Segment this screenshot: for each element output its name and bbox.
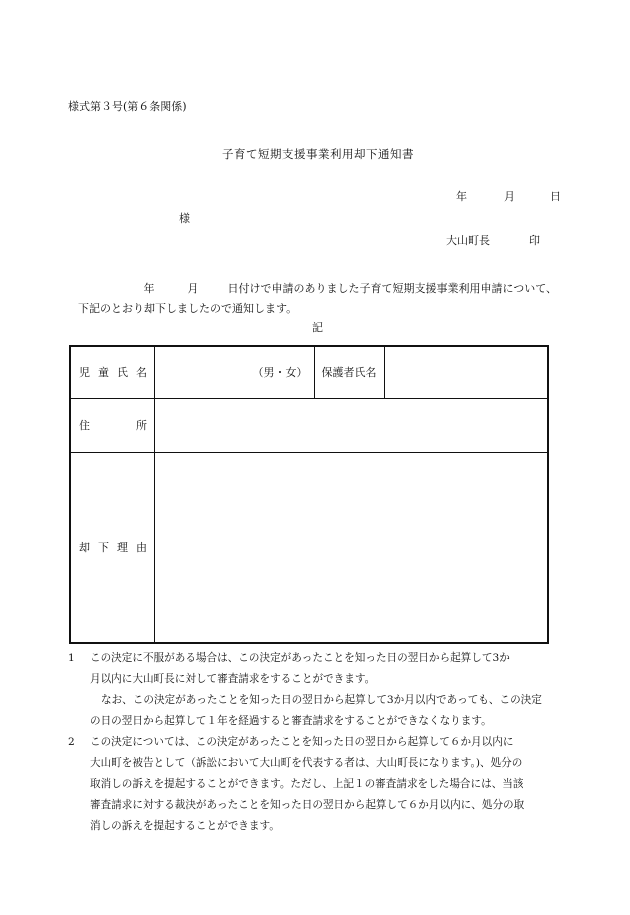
child-name-row — [70, 346, 548, 398]
note-2-number: 2 — [68, 736, 75, 748]
date-day: 日 — [550, 190, 561, 203]
address-value — [154, 398, 548, 452]
address-label: 住 所 — [70, 398, 154, 452]
reason-row — [70, 452, 548, 643]
document-title: 子育て短期支援事業利用却下通知書 — [222, 147, 414, 161]
ki-heading: 記 — [312, 321, 323, 334]
note-2-line2: 大山町を被告として（訴訟において大山町を代表する者は、大山町長になります。)、処分の — [90, 757, 523, 769]
notes-section — [68, 648, 568, 837]
details-table — [69, 345, 549, 644]
note-1-line2: 月以内に大山町長に対して審査請求をすることができます。 — [90, 673, 376, 685]
form-number: 様式第３号(第６条関係) — [68, 100, 187, 113]
note-2-line4: 審査請求に対する裁決があったことを知った日の翌日から起算して６か月以内に、処分の取 — [90, 799, 525, 811]
body-line1: 日付けで申請のありました子育て短期支援事業利用申請について、 — [227, 282, 558, 295]
note-2 — [68, 732, 568, 753]
sender-name: 大山町長 — [446, 234, 490, 247]
issue-date — [456, 190, 561, 204]
body-year: 年 — [143, 282, 155, 295]
reason-value — [154, 452, 548, 643]
address-row — [70, 398, 548, 452]
sender — [446, 234, 540, 248]
reason-label: 却 下 理 由 — [70, 452, 154, 643]
notice-body — [68, 279, 568, 319]
guardian-name-value — [384, 346, 548, 398]
child-sex-field: （男・女） — [154, 346, 314, 398]
note-1-number: 1 — [68, 652, 75, 664]
child-name-label: 児 童 氏 名 — [70, 346, 154, 398]
note-2-line1: この決定については、この決定があったことを知った日の翌日から起算して６か月以内に — [90, 736, 514, 748]
note-2-line3: 取消しの訴えを提起することができます。ただし、上記１の審査請求をした場合には、当該 — [90, 778, 524, 790]
note-1-line3: なお、この決定があったことを知った日の翌日から起算して3か月以内であっても、この決定 — [101, 694, 542, 706]
body-line2: 下記のとおり却下しましたので通知します。 — [78, 302, 298, 315]
body-month: 月 — [187, 282, 199, 295]
addressee-honorific: 様 — [179, 212, 190, 225]
note-2-line5: 消しの訴えを提起することができます。 — [90, 820, 280, 832]
note-1 — [68, 648, 568, 669]
date-month: 月 — [504, 190, 515, 203]
note-1-line4: の日の翌日から起算して１年を経過すると審査請求をすることができなくなります。 — [90, 715, 492, 727]
note-1-line1: この決定に不服がある場合は、この決定があったことを知った日の翌日から起算して3か — [90, 652, 510, 664]
guardian-name-label: 保護者氏名 — [314, 346, 384, 398]
date-year: 年 — [456, 190, 467, 203]
seal-mark: 印 — [529, 234, 540, 247]
